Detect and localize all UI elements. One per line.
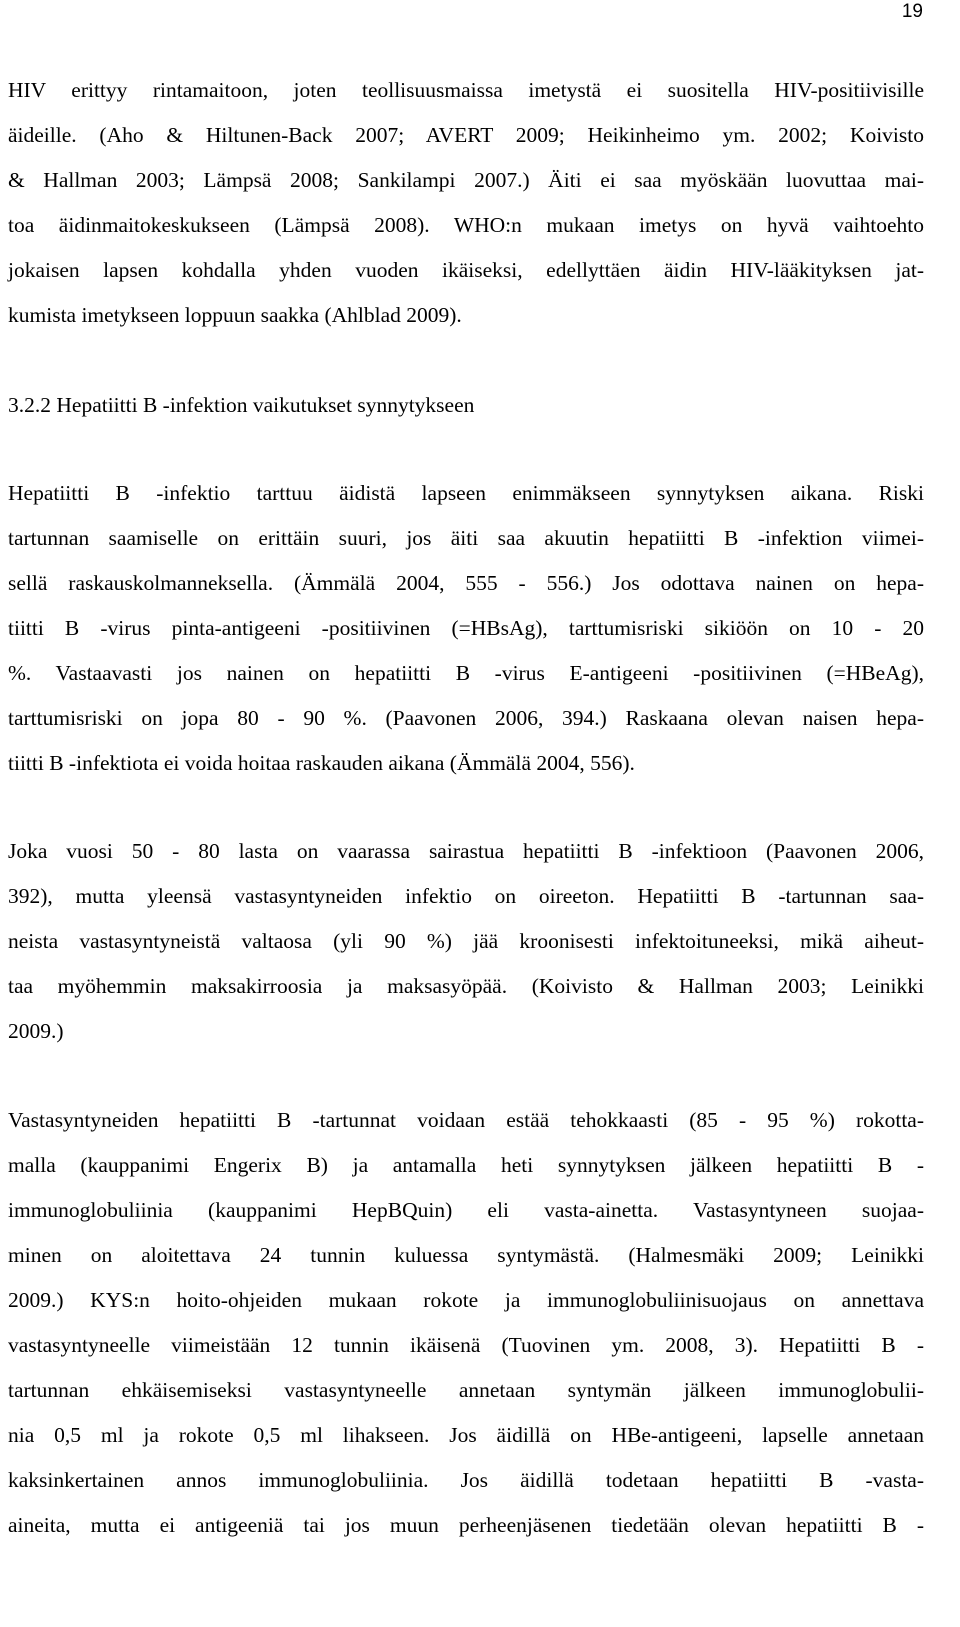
text-line: 392), mutta yleensä vastasyntyneiden infektio on oireeton. Hepatiitti B -tartunnan saa- (8, 884, 924, 908)
text-line: neista vastasyntyneistä valtaosa (yli 90 %) jää kroonisesti infektoituneeksi, mikä aiheut- (8, 929, 924, 953)
text-line: kumista imetykseen loppuun saakka (Ahlblad 2009). (8, 303, 462, 327)
text-line: äideille. (Aho & Hiltunen-Back 2007; AVERT 2009; Heikinheimo ym. 2002; Koivisto (8, 123, 924, 147)
text-line: tiitti B -infektiota ei voida hoitaa raskauden aikana (Ämmälä 2004, 556). (8, 751, 635, 775)
text-line: nia 0,5 ml ja rokote 0,5 ml lihakseen. Jos äidillä on HBe-antigeeni, lapselle annetaan (8, 1423, 924, 1447)
paragraph-hiv-breastfeeding (8, 68, 924, 338)
text-line: immunoglobuliinia (kauppanimi HepBQuin) eli vasta-ainetta. Vastasyntyneen suojaa- (8, 1198, 924, 1222)
text-line: taa myöhemmin maksakirroosia ja maksasyöpää. (Koivisto & Hallman 2003; Leinikki (8, 974, 924, 998)
text-line: Joka vuosi 50 - 80 lasta on vaarassa sairastua hepatiitti B -infektioon (Paavonen 2006, (8, 839, 924, 863)
text-line: tiitti B -virus pinta-antigeeni -positiivinen (=HBsAg), tarttumisriski sikiöön on 10 - 20 (8, 616, 924, 640)
text-line: 2009.) (8, 1019, 64, 1043)
text-line: tartunnan saamiselle on erittäin suuri, jos äiti saa akuutin hepatiitti B -infektion viimei- (8, 526, 924, 550)
paragraph-hepatitis-b-transmission (8, 471, 924, 786)
text-line: minen on aloitettava 24 tunnin kuluessa syntymästä. (Halmesmäki 2009; Leinikki (8, 1243, 924, 1267)
paragraph-vaccination (8, 1098, 924, 1548)
text-line: tartunnan ehkäisemiseksi vastasyntyneelle annetaan syntymän jälkeen immunoglobulii- (8, 1378, 924, 1402)
text-line: Hepatiitti B -infektio tarttuu äidistä lapseen enimmäkseen synnytyksen aikana. Riski (8, 481, 924, 505)
text-line: toa äidinmaitokeskukseen (Lämpsä 2008). WHO:n mukaan imetys on hyvä vaihtoehto (8, 213, 924, 237)
text-line: vastasyntyneelle viimeistään 12 tunnin ikäisenä (Tuovinen ym. 2008, 3). Hepatiitti B - (8, 1333, 924, 1357)
text-line: tarttumisriski on jopa 80 - 90 %. (Paavonen 2006, 394.) Raskaana olevan naisen hepa- (8, 706, 924, 730)
text-line: jokaisen lapsen kohdalla yhden vuoden ikäiseksi, edellyttäen äidin HIV-lääkityksen jat- (8, 258, 924, 282)
text-line: sellä raskauskolmanneksella. (Ämmälä 2004, 555 - 556.) Jos odottava nainen on hepa- (8, 571, 924, 595)
text-line: malla (kauppanimi Engerix B) ja antamalla heti synnytyksen jälkeen hepatiitti B - (8, 1153, 924, 1177)
text-line: HIV erittyy rintamaitoon, joten teollisuusmaissa imetystä ei suositella HIV-positiivisille (8, 78, 924, 102)
text-line: Vastasyntyneiden hepatiitti B -tartunnat voidaan estää tehokkaasti (85 - 95 %) rokotta- (8, 1108, 924, 1132)
section-heading (8, 383, 924, 428)
text-line: & Hallman 2003; Lämpsä 2008; Sankilampi 2007.) Äiti ei saa myöskään luovuttaa mai- (8, 168, 924, 192)
text-line: %. Vastaavasti jos nainen on hepatiitti B -virus E-antigeeni -positiivinen (=HBeAg), (8, 661, 924, 685)
heading-text: 3.2.2 Hepatiitti B -infektion vaikutukset synnytykseen (8, 393, 475, 417)
text-line: 2009.) KYS:n hoito-ohjeiden mukaan rokote ja immunoglobuliinisuojaus on annettava (8, 1288, 924, 1312)
page-number: 19 (901, 1, 923, 22)
paragraph-newborn-infection (8, 829, 924, 1054)
text-line: aineita, mutta ei antigeeniä tai jos muun perheenjäsenen tiedetään olevan hepatiitti B - (8, 1513, 924, 1537)
document-body (8, 68, 924, 1548)
text-line: kaksinkertainen annos immunoglobuliinia. Jos äidillä todetaan hepatiitti B -vasta- (8, 1468, 924, 1492)
